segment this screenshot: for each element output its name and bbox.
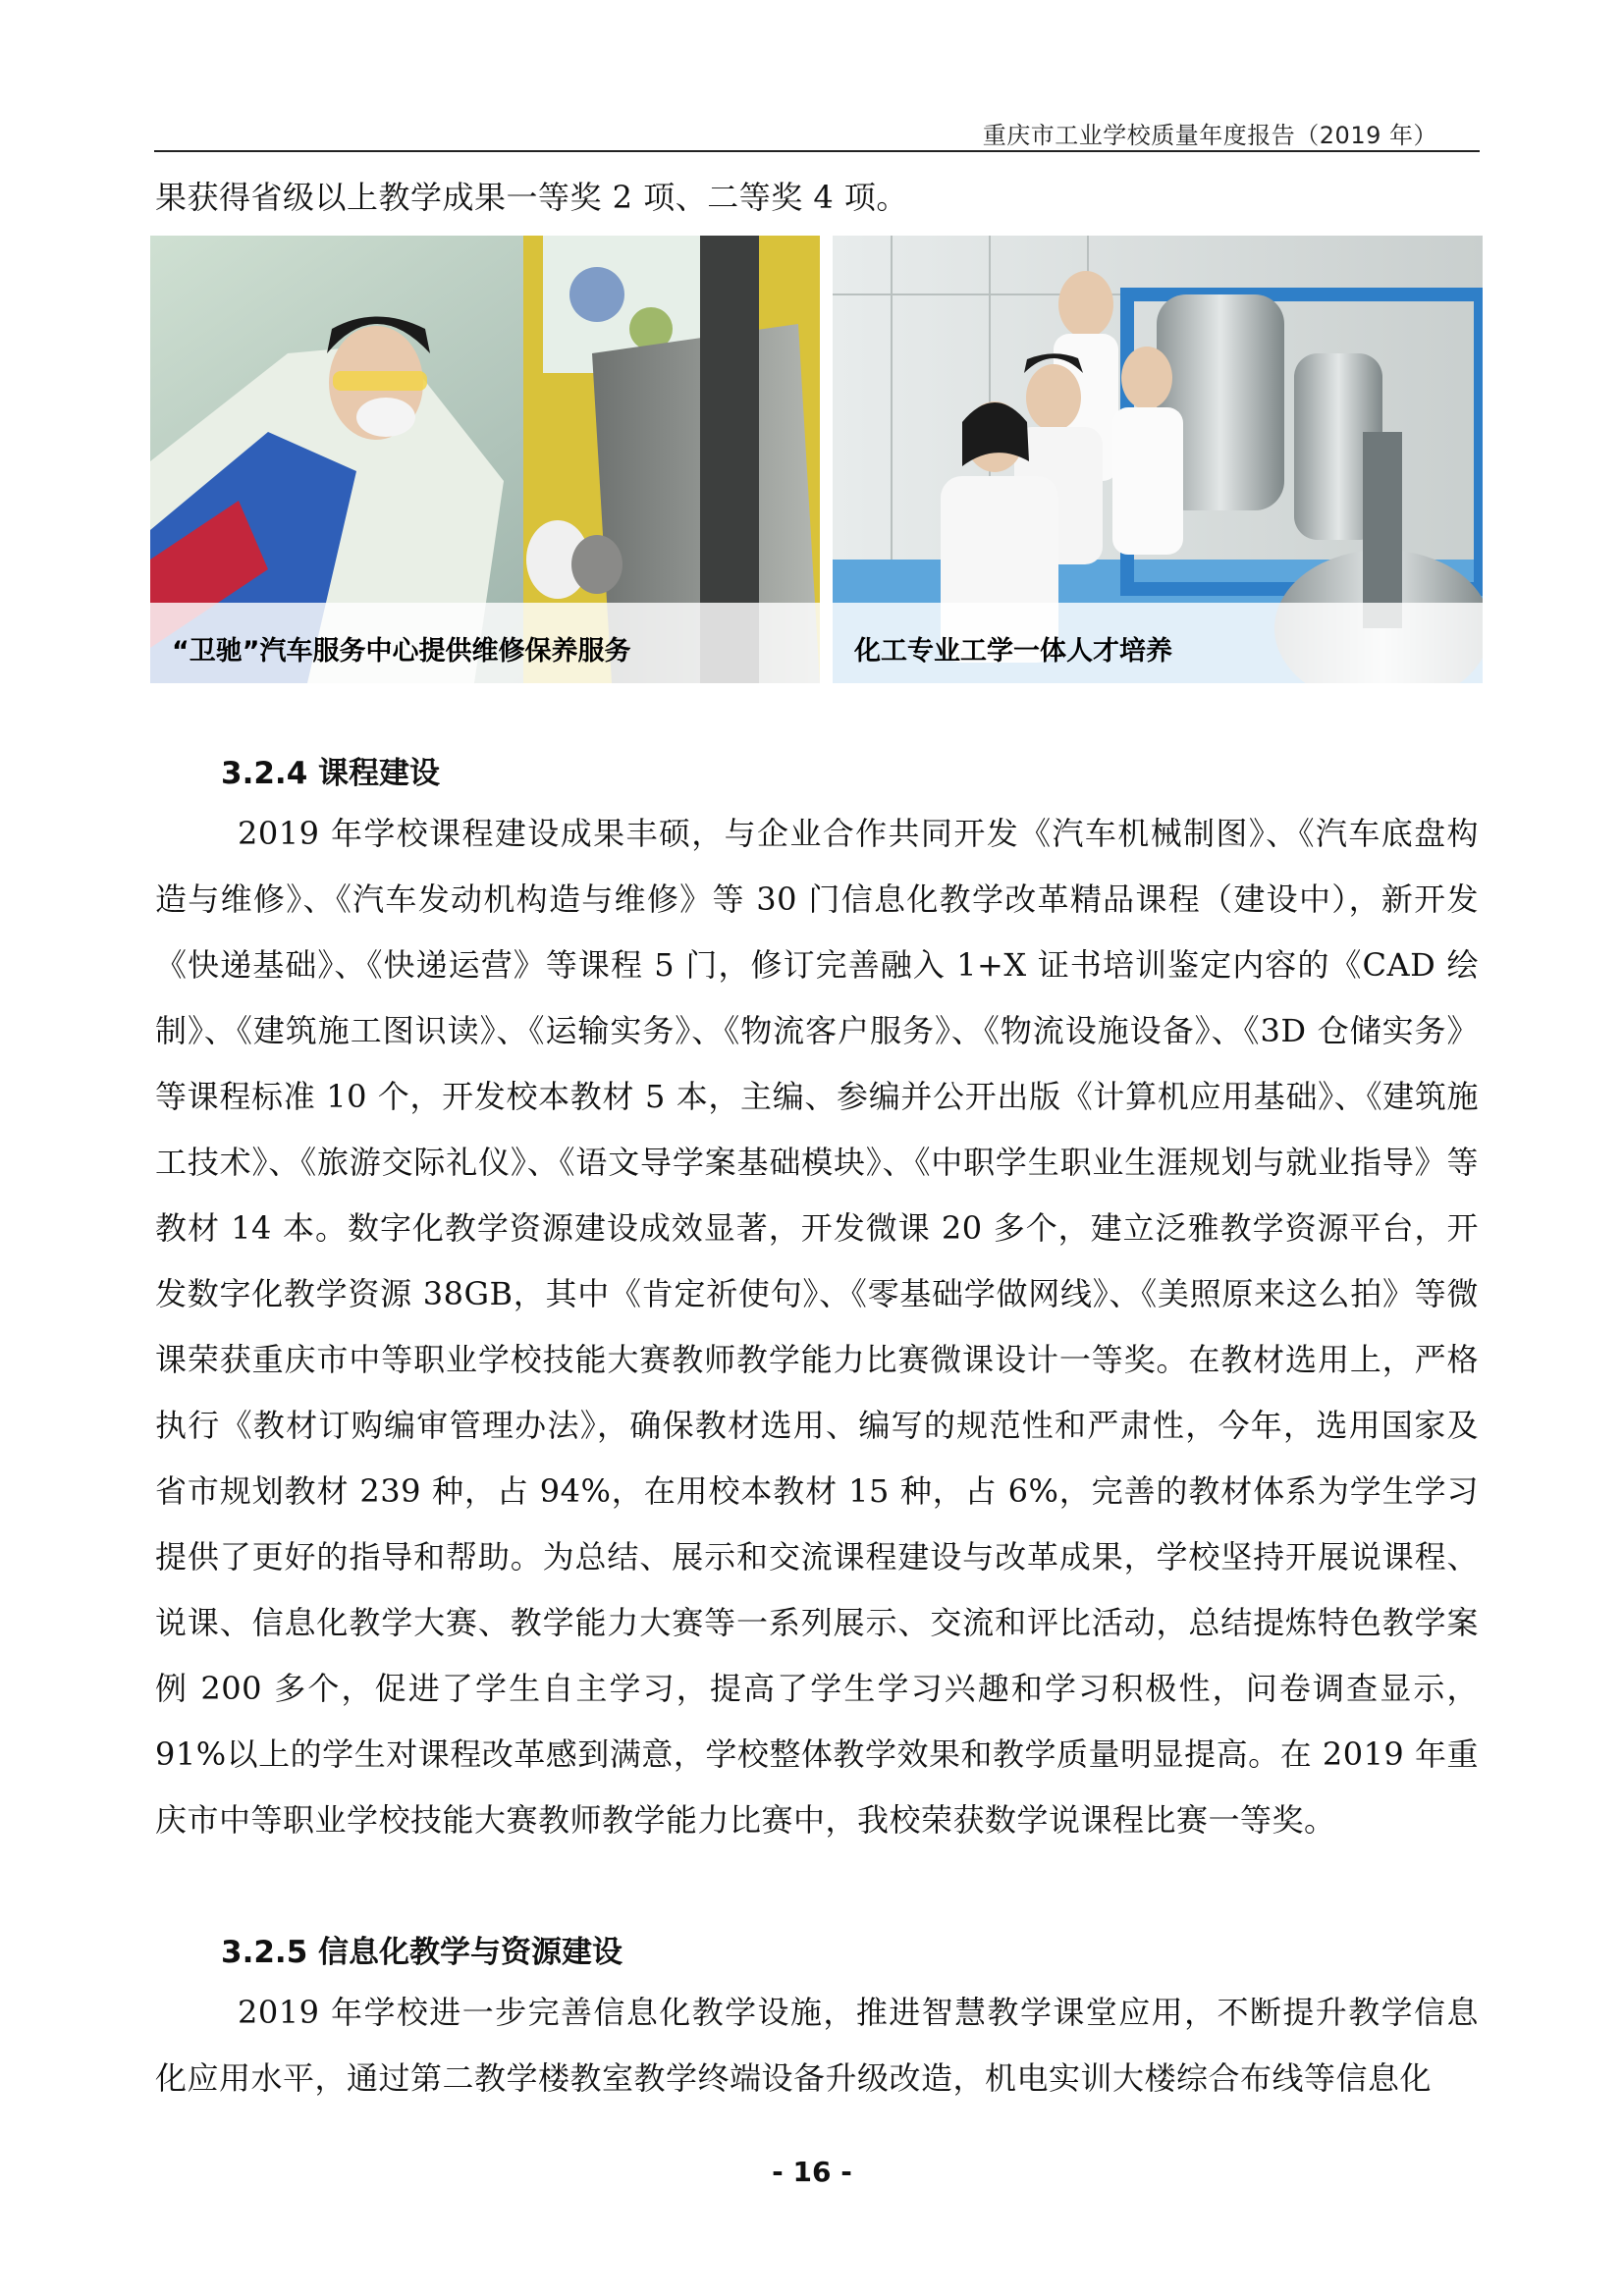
section-heading: 3.2.4 课程建设 (221, 756, 441, 791)
photo-caption: 化工专业工学一体人才培养 (854, 636, 1172, 667)
section-heading: 3.2.5 信息化教学与资源建设 (221, 1935, 623, 1970)
page-number: - 16 - (772, 2156, 852, 2188)
intro-line: 果获得省级以上教学成果一等奖 2 项、二等奖 4 项。 (155, 179, 908, 216)
photo-chemical-lab (833, 236, 1483, 683)
photo-auto-repair (150, 236, 820, 683)
report-header-title: 重庆市工业学校质量年度报告（2019 年） (982, 122, 1437, 149)
header-divider (154, 150, 1480, 152)
section-body: 2019 年学校进一步完善信息化教学设施，推进智慧教学课堂应用，不断提升教学信息化应用水平，通过第二教学楼教室教学终端设备升级改造，机电实训大楼综合布线等信息化 (155, 1994, 1479, 2097)
photo-caption: “卫驰”汽车服务中心提供维修保养服务 (172, 636, 631, 667)
section-body: 2019 年学校课程建设成果丰硕，与企业合作共同开发《汽车机械制图》、《汽车底盘构造与维修》、《汽车发动机构造与维修》等 30 门信息化教学改革精品课程（建设中），新开发《快递基础》、《快递运营》等课程 5 门，修订完善融入 1+X 证书培训鉴定内容的《CAD 绘制》、《建筑施工图识读》、《运输实务》、《物流客户服务》、《物流设施设备》、《3D 仓储实务》等课程标准 10 个，开发校本教材 5 本，主编、参编并公开出版《计算机应用基础》、《建筑施工技术》、《旅游交际礼仪》、《语文导学案基础模块》、《中职学生职业生涯规划与就业指导》等教材 14 本。数字化教学资源建设成效显著，开发微课 20 多个，建立泛雅教学资源平台，开发数字化教学资源 38GB，其中《肯定祈使句》、《零基础学做网线》、《美照原来这么拍》等微课荣获重庆市中等职业学校技能大赛教师教学能力比赛微课设计一等奖。在教材选用上，严格执行《教材订购编审管理办法》，确保教材选用、编写的规范性和严肃性，今年，选用国家及省市规划教材 239 种，占 94%，在用校本教材 15 种，占 6%，完善的教材体系为学生学习提供了更好的指导和帮助。为总结、展示和交流课程建设与改革成果，学校坚持开展说课程、说课、信息化教学大赛、教学能力大赛等一系列展示、交流和评比活动，总结提炼特色教学案例 200 多个，促进了学生自主学习，提高了学生学习兴趣和学习积极性，问卷调查显示，91%以上的学生对课程改革感到满意，学校整体教学效果和教学质量明显提高。在 2019 年重庆市中等职业学校技能大赛教师教学能力比赛中，我校荣获数学说课程比赛一等奖。 (155, 815, 1479, 1839)
